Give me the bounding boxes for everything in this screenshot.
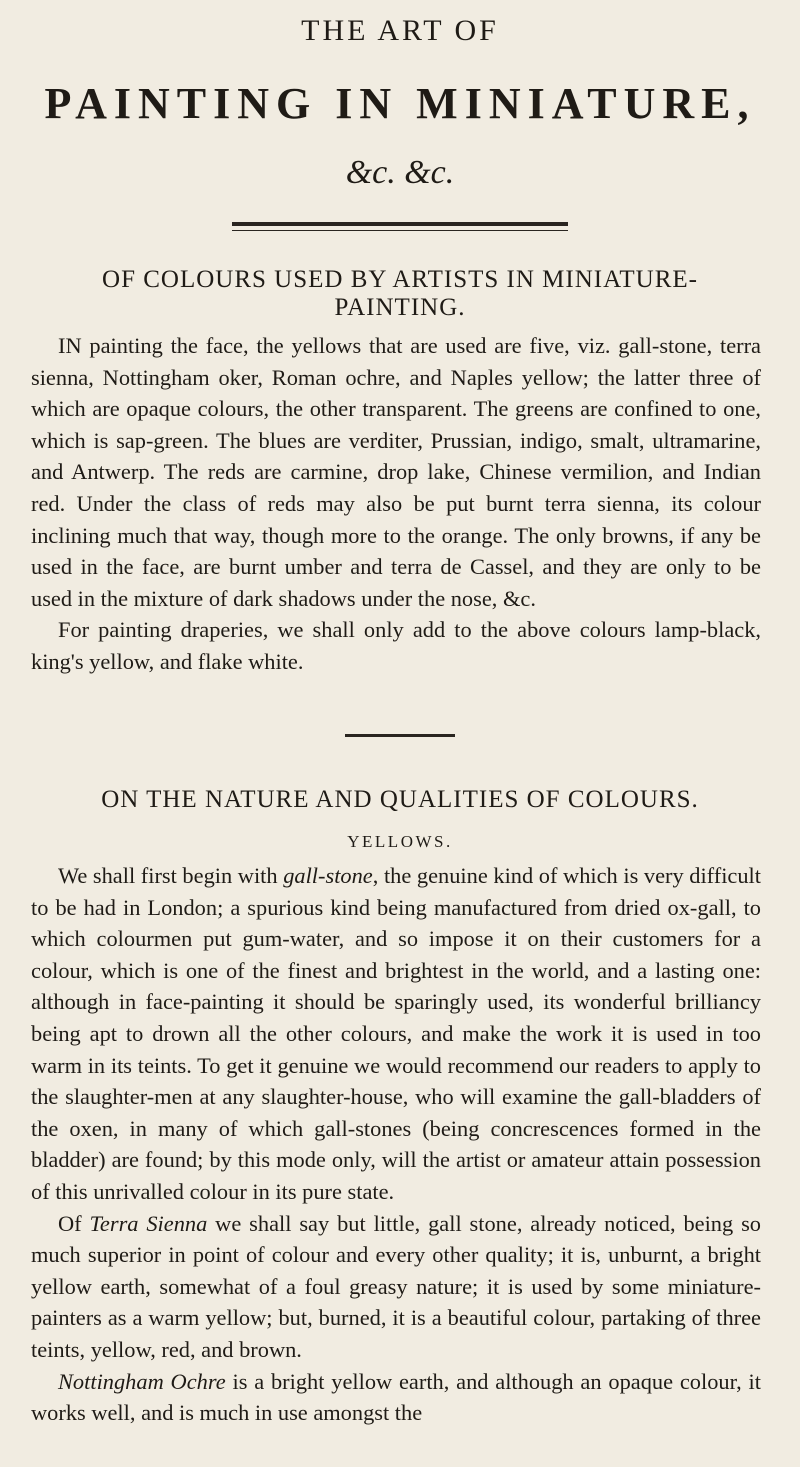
short-rule-divider [345, 734, 455, 737]
section-heading-nature-qualities: ON THE NATURE AND QUALITIES OF COLOURS. [101, 786, 699, 813]
paragraph-terra-sienna: Of Terra Sienna we shall say but little, gall stone, already noticed, being so much superior in point of colour and every other quality; it is, unburnt, a bright yellow earth, somewhat of a foul greasy nature; it is used by some miniature-painters as a warm yellow; but, burned, it is a beautiful colour, partaking of three teints, yellow, red, and brown. [31, 1210, 761, 1362]
book-title: PAINTING IN MINIATURE, [44, 79, 756, 128]
term-gall-stone: gall-stone [283, 863, 373, 888]
section-heading-line-1: OF COLOURS USED BY ARTISTS IN MINIATURE- [102, 266, 698, 293]
section-body-colours-used [31, 330, 761, 678]
paragraph: IN painting the face, the yellows that are used are five, viz. gall-stone, terra sienna, Nottingham oker, Roman ochre, and Naples yellow; the latter three of which are opaque colours, the other transparent. The greens are confined to one, which is sap-green. The blues are verditer, Prussian, indigo, smalt, ultramarine, and Antwerp. The reds are carmine, drop lake, Chinese vermilion, and Indian red. Under the class of reds may also be put burnt terra sienna, its colour inclining much that way, though more to the orange. The only browns, if any be used in the face, are burnt umber and terra de Cassel, and they are only to be used in the mixture of dark shadows under the nose, &c. [31, 333, 761, 611]
term-terra-sienna: Terra Sienna [89, 1210, 208, 1236]
title-line-1: THE ART OF [301, 14, 499, 47]
term-nottingham-ochre: Nottingham Ochre [58, 1368, 226, 1394]
section-heading-colours-used [0, 266, 800, 322]
section-body-yellows [31, 860, 761, 1429]
paragraph-gall-stone: We shall first begin with gall-stone, the genuine kind of which is very difficult to be had in London; a spurious kind being manufactured from dried ox-gall, to which colourmen put gum-water, and so impose it on their customers for a colour, which is one of the finest and brightest in the world, and a lasting one: although in face-painting it should be sparingly used, its wonderful brilliancy being apt to drown all the other colours, and make the work it is used in too warm in its teints. To get it genuine we would recommend our readers to apply to the slaughter-men at any slaughter-house, who will examine the gall-bladders of the oxen, in many of which gall-stones (being concrescences formed in the bladder) are found; by this mode only, will the artist or amateur attain possession of this unrivalled colour in its pure state. [31, 863, 761, 1204]
paragraph-nottingham-ochre: Nottingham Ochre is a bright yellow earth, and although an opaque colour, it works well, and is much in use amongst the [31, 1368, 761, 1426]
title-etcetera: &c. &c. [345, 154, 455, 191]
double-rule-divider [232, 222, 568, 231]
subheading-yellows: YELLOWS. [347, 832, 453, 851]
section-heading-line-2: PAINTING. [334, 294, 466, 321]
paragraph: For painting draperies, we shall only add to the above colours lamp-black, king's yellow, and flake white. [31, 617, 761, 674]
